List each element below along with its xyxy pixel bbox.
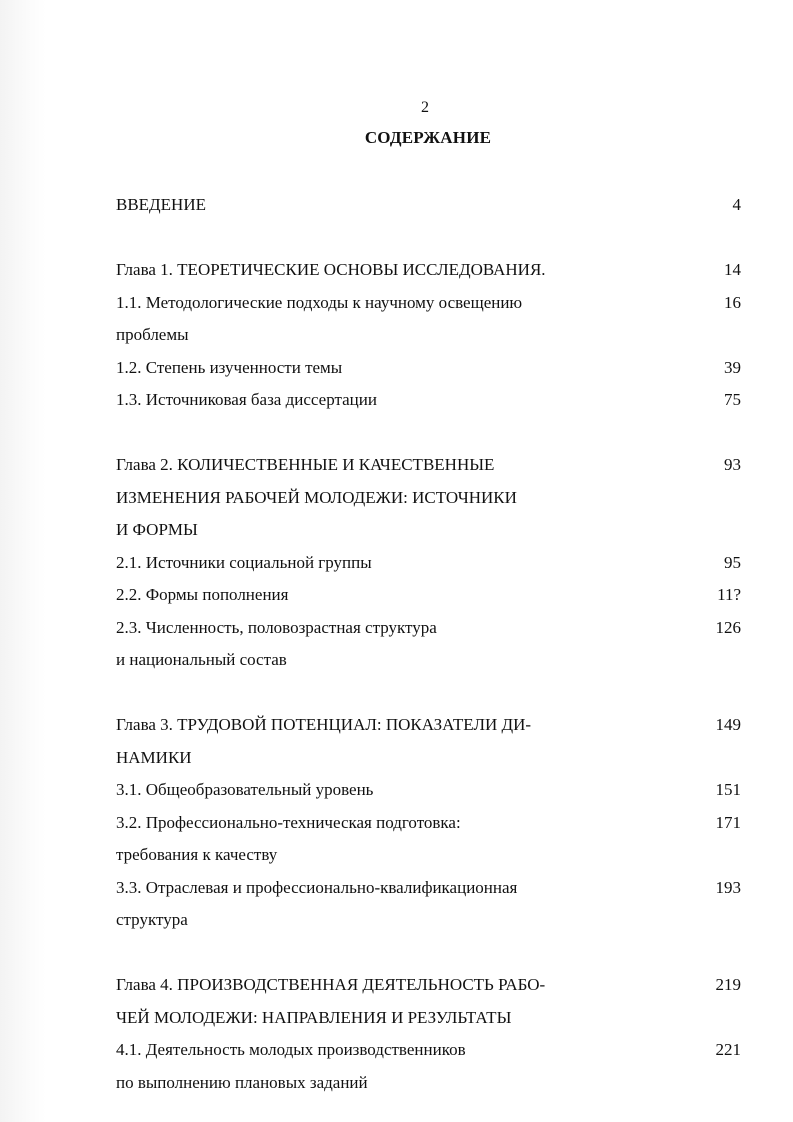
toc-entry-text: Глава 2. КОЛИЧЕСТВЕННЫЕ И КАЧЕСТВЕННЫЕ — [116, 455, 495, 474]
toc-entry-text-continued: ИЗМЕНЕНИЯ РАБОЧЕЙ МОЛОДЕЖИ: ИСТОЧНИКИ — [116, 487, 517, 507]
toc-entry-page: 149 — [715, 715, 741, 734]
toc-entry-page: 95 — [724, 552, 741, 572]
toc-entry-text: 1.1. Методологические подходы к научному освещению — [116, 292, 523, 312]
toc-entry-page: 151 — [715, 780, 741, 799]
toc-entry-text-continued: ЧЕЙ МОЛОДЕЖИ: НАПРАВЛЕНИЯ И РЕЗУЛЬТАТЫ — [116, 1007, 512, 1027]
toc-entry-page: 75 — [724, 390, 741, 409]
toc-entry-text-continued: И ФОРМЫ — [116, 520, 198, 539]
toc-entry-text: Глава 3. ТРУДОВОЙ ПОТЕНЦИАЛ: ПОКАЗАТЕЛИ ДИ- — [116, 715, 532, 734]
toc-entry-text: 1.2. Степень изученности темы — [116, 357, 343, 377]
toc-entry-chapter-2 — [116, 449, 741, 547]
toc-entry-page: 219 — [715, 975, 741, 994]
toc-entry-section-2-2 — [116, 579, 741, 612]
toc-entry-text: 3.2. Профессионально-техническая подготовка: — [116, 812, 461, 832]
toc-entry-section-1-3 — [116, 384, 741, 417]
toc-entry-chapter-4 — [116, 969, 741, 1034]
toc-entry-section-4-1 — [116, 1034, 741, 1099]
scan-edge-shadow — [0, 0, 46, 1122]
toc-entry-section-2-3 — [116, 612, 741, 677]
toc-title: СОДЕРЖАНИЕ — [364, 128, 492, 147]
toc-entry-page: 14 — [724, 260, 741, 279]
section-gap — [116, 417, 741, 450]
toc-entry-text: Глава 4. ПРОИЗВОДСТВЕННАЯ ДЕЯТЕЛЬНОСТЬ РАБО- — [116, 975, 546, 994]
toc-entry-page: 171 — [715, 812, 741, 832]
toc-entry-text-continued: и национальный состав — [116, 650, 287, 669]
section-gap — [116, 222, 741, 255]
toc-entry-section-3-1 — [116, 774, 741, 807]
toc-entry-text: 3.1. Общеобразовательный уровень — [116, 780, 374, 799]
table-of-contents — [116, 189, 741, 1099]
page-number: 2 — [421, 99, 429, 116]
toc-entry-section-3-3 — [116, 872, 741, 937]
toc-entry-text: 1.3. Источниковая база диссертации — [116, 390, 377, 409]
toc-entry-text-continued: требования к качеству — [116, 845, 278, 864]
toc-entry-page: 11? — [717, 585, 741, 604]
toc-entry-text-continued: проблемы — [116, 325, 189, 344]
toc-entry-text-continued: структура — [116, 910, 188, 929]
toc-entry-text-continued: НАМИКИ — [116, 747, 192, 767]
toc-entry-text: ВВЕДЕНИЕ — [116, 195, 206, 214]
toc-entry-page: 193 — [715, 877, 741, 897]
toc-entry-section-1-1 — [116, 287, 741, 352]
toc-entry-page: 126 — [715, 617, 741, 637]
toc-entry-page: 16 — [724, 292, 741, 312]
toc-entry-text: 2.1. Источники социальной группы — [116, 552, 372, 572]
toc-entry-text: 2.2. Формы пополнения — [116, 585, 289, 604]
toc-entry-section-1-2 — [116, 352, 741, 385]
toc-entry-introduction — [116, 189, 741, 222]
toc-entry-text: 4.1. Деятельность молодых производственников — [116, 1040, 466, 1059]
toc-entry-chapter-1 — [116, 254, 741, 287]
section-gap — [116, 937, 741, 970]
toc-entry-text: 3.3. Отраслевая и профессионально-квалификационная — [116, 877, 518, 897]
toc-entry-text: 2.3. Численность, половозрастная структура — [116, 617, 437, 637]
toc-entry-page: 39 — [724, 357, 741, 377]
toc-entry-chapter-3 — [116, 709, 741, 774]
section-gap — [116, 677, 741, 710]
toc-entry-page: 221 — [715, 1040, 741, 1059]
toc-entry-page: 93 — [724, 455, 741, 474]
toc-entry-page: 4 — [732, 195, 741, 214]
toc-entry-text: Глава 1. ТЕОРЕТИЧЕСКИЕ ОСНОВЫ ИССЛЕДОВАНИЯ. — [116, 260, 546, 279]
toc-entry-section-2-1 — [116, 547, 741, 580]
toc-entry-section-3-2 — [116, 807, 741, 872]
toc-entry-text-continued: по выполнению плановых заданий — [116, 1072, 368, 1092]
